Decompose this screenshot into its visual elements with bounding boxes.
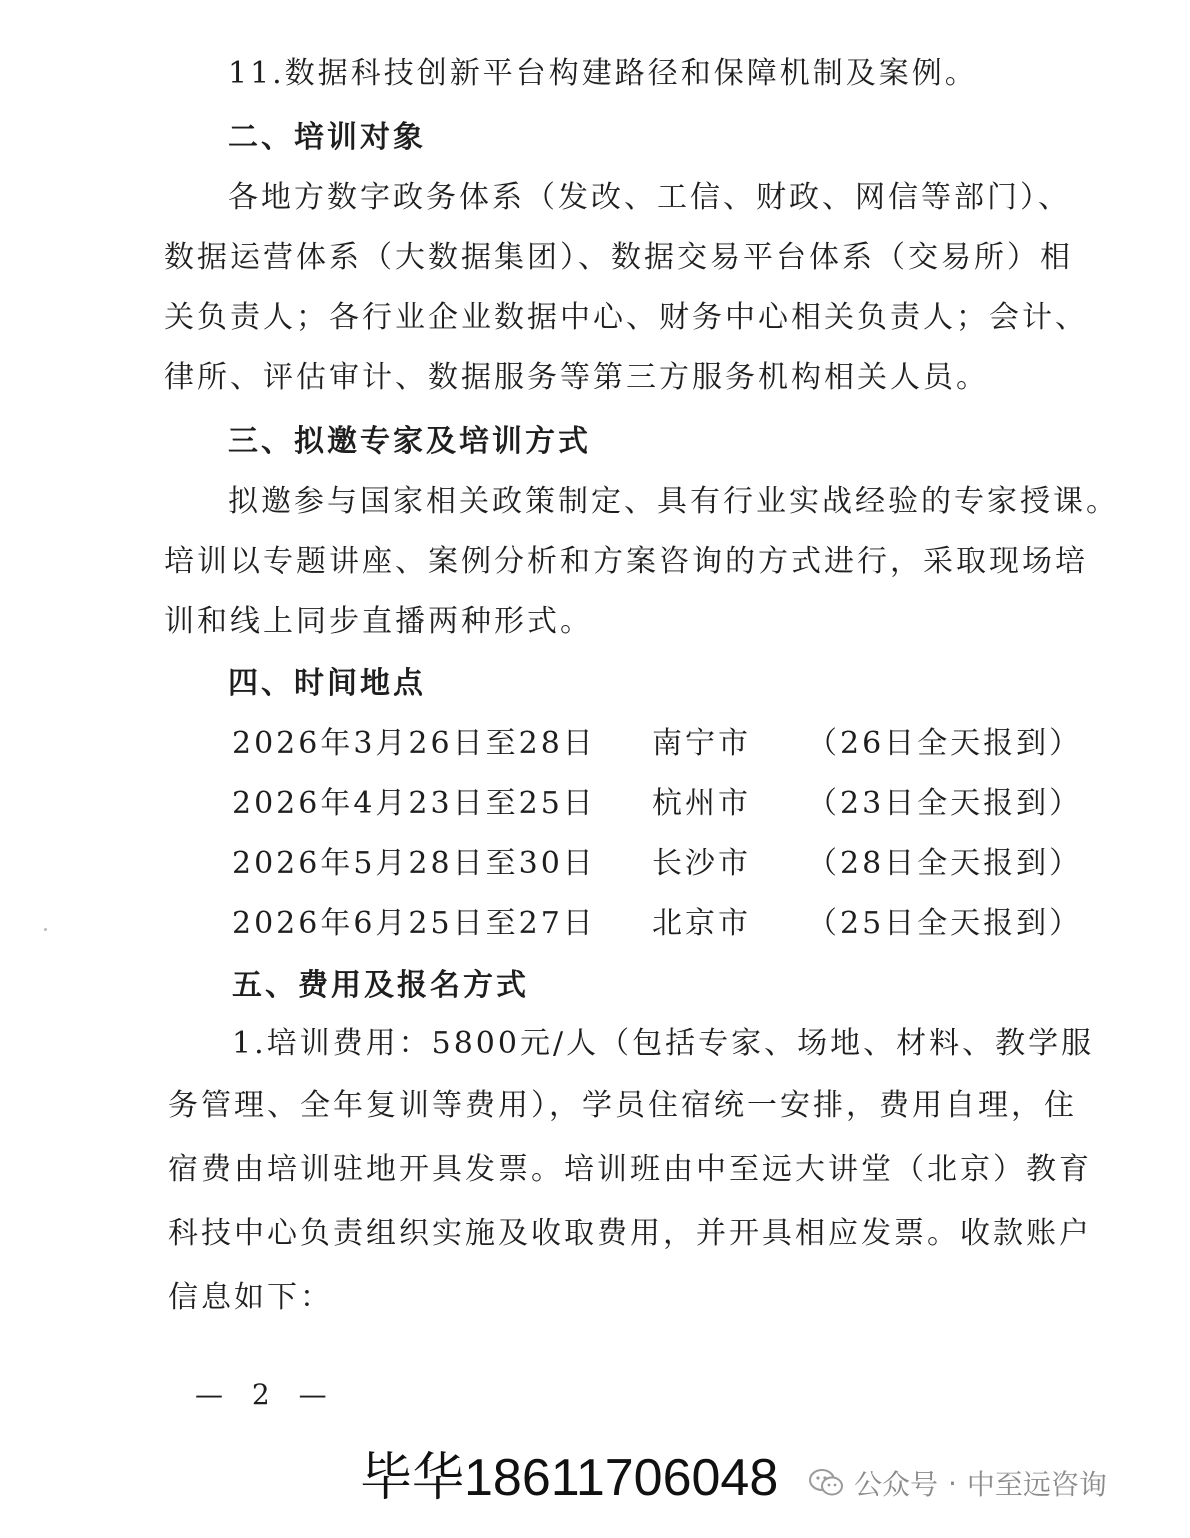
section-heading-trainees: 二、培训对象	[228, 120, 426, 155]
list-item-11: 11.数据科技创新平台构建路径和保障机制及案例。	[228, 56, 978, 91]
schedule-note: （26日全天报到）	[807, 726, 1083, 761]
paragraph-line: 律所、评估审计、数据服务等第三方服务机构相关人员。	[164, 360, 989, 395]
contact-phone-overlay: 毕华18611706048	[360, 1449, 779, 1507]
paragraph-line: 训和线上同步直播两种形式。	[164, 604, 593, 639]
wechat-icon	[808, 1467, 844, 1499]
paragraph-line: 信息如下：	[168, 1280, 333, 1315]
section-heading-experts: 三、拟邀专家及培训方式	[228, 424, 591, 459]
watermark	[808, 1458, 1107, 1508]
schedule-city: 杭州市	[652, 786, 751, 821]
paragraph-line: 务管理、全年复训等费用），学员住宿统一安排，费用自理，住	[168, 1088, 1077, 1123]
schedule-date: 2026年6月25日至27日	[232, 906, 596, 941]
paragraph-line: 培训以专题讲座、案例分析和方案咨询的方式进行，采取现场培	[164, 544, 1088, 579]
watermark-separator: ·	[948, 1466, 957, 1500]
paragraph-line: 关负责人；各行业企业数据中心、财务中心相关负责人；会计、	[164, 300, 1088, 335]
schedule-city: 南宁市	[652, 726, 751, 761]
schedule-note: （23日全天报到）	[807, 786, 1083, 821]
paragraph-line: 1.培训费用：5800元/人（包括专家、场地、材料、教学服	[232, 1026, 1095, 1061]
page-number: — 2 —	[195, 1378, 337, 1411]
scan-speck	[44, 928, 47, 931]
paragraph-line: 数据运营体系（大数据集团）、数据交易平台体系（交易所）相	[164, 240, 1073, 275]
schedule-note: （28日全天报到）	[807, 846, 1083, 881]
schedule-date: 2026年4月23日至25日	[232, 786, 596, 821]
section-heading-schedule: 四、时间地点	[228, 666, 426, 701]
schedule-city: 长沙市	[652, 846, 751, 881]
section-heading-fees: 五、费用及报名方式	[232, 968, 529, 1003]
schedule-date: 2026年3月26日至28日	[232, 726, 596, 761]
paragraph-line: 拟邀参与国家相关政策制定、具有行业实战经验的专家授课。	[228, 484, 1119, 519]
paragraph-line: 各地方数字政务体系（发改、工信、财政、网信等部门）、	[228, 180, 1071, 215]
watermark-prefix: 公众号	[854, 1468, 939, 1501]
schedule-date: 2026年5月28日至30日	[232, 846, 596, 881]
paragraph-line: 宿费由培训驻地开具发票。培训班由中至远大讲堂（北京）教育	[168, 1152, 1092, 1187]
paragraph-line: 科技中心负责组织实施及收取费用，并开具相应发票。收款账户	[168, 1216, 1092, 1251]
schedule-city: 北京市	[652, 906, 751, 941]
watermark-account: 中至远咨询	[966, 1468, 1107, 1501]
schedule-note: （25日全天报到）	[807, 906, 1083, 941]
